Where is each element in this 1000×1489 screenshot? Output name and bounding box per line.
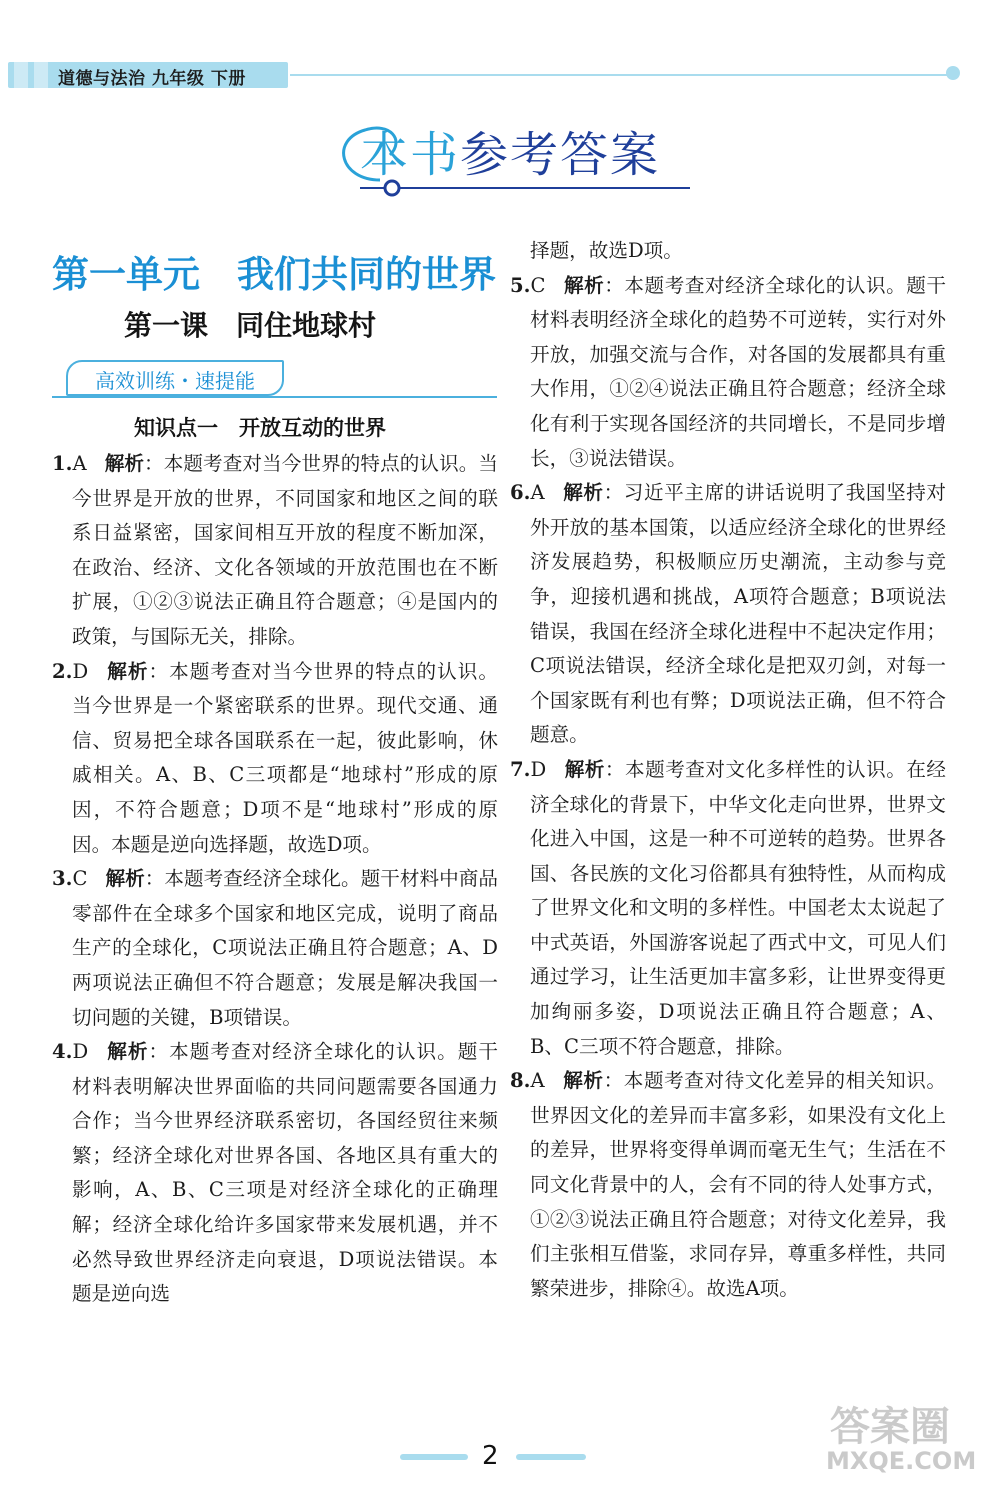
answer-number: 1. <box>52 452 73 475</box>
header-stripe <box>14 62 28 88</box>
watermark-logo: 答案圈 <box>830 1404 950 1450</box>
analysis-label: 解析 <box>106 1040 149 1064</box>
watermark <box>820 1395 990 1485</box>
page-title-rest: 参考答案 <box>460 127 661 183</box>
analysis-text: 本题考查对经济全球化的认识。题干材料表明经济全球化的趋势不可逆转，实行对外开放，加强交流与合作，对各国的发展都具有重大作用，①②④说法正确且符合题意；经济全球化有利于实现各国经济的共同增长，不是同步增长，③说法错误。 <box>530 273 947 470</box>
answer-item: 5.C 解析：本题考查对经济全球化的认识。题干材料表明经济全球化的趋势不可逆转，实行对外开放，加强交流与合作，对各国的发展都具有重大作用，①②④说法正确且符合题意；经济全球化有利于实现各国经济的共同增长，不是同步增长，③说法错误。 <box>510 273 947 470</box>
section-tag-label: 高效训练・速提能 <box>95 369 255 393</box>
answer-number: 7. <box>510 757 531 781</box>
answer-choice: A <box>72 452 87 475</box>
analysis-text: 本题考查经济全球化。题干材料中商品零部件在全球多个国家和地区完成，说明了商品生产的全球化，C项说法正确且符合题意；A、D两项说法正确但不符合题意；发展是解决我国一切问题的关键，B项错误。 <box>72 867 499 1029</box>
page-title-block <box>320 110 700 210</box>
answer-item: 4.D 解析：本题考查对经济全球化的认识。题干材料表明解决世界面临的共同问题需要各国通力合作；当今世界经济联系密切，各国经贸往来频繁；经济全球化对世界各国、各地区具有重大的影响，A、B、C三项是对经济全球化的正确理解；经济全球化给许多国家带来发展机遇，并不必然导致世界经济走向衰退，D项说法错误。本题是逆向选 <box>52 1040 499 1306</box>
answer-choice: D <box>530 757 547 781</box>
analysis-text: 本题考查对文化多样性的认识。在经济全球化的背景下，中华文化走向世界，世界文化进入中国，这是一种不可逆转的趋势。世界各国、各民族的文化习俗都具有独特性，从而构成了世界文化和文明的多样性。中国老太太说起了中式英语，外国游客说起了西式中文，可见人们通过学习，让生活更加丰富多彩，让世界变得更加绚丽多姿，D项说法正确且符合题意；A、B、C三项不符合题意，排除。 <box>530 757 947 1058</box>
answer-number: 4. <box>52 1040 73 1064</box>
analysis-text: 习近平主席的讲话说明了我国坚持对外开放的基本国策，以适应经济全球化的世界经济发展趋势，积极顺应历史潮流，主动参与竞争，迎接机遇和挑战，A项符合题意；B项说法错误，我国在经济全球化进程中不起决定作用；C项说法错误，经济全球化是把双刃剑，对每一个国家既有利也有弊；D项说法正确，但不符合题意。 <box>530 481 947 747</box>
lesson-title: 第一课 同住地球村 <box>123 309 376 342</box>
analysis-text: 本题考查对当今世界的特点的认识。当今世界是开放的世界，不同国家和地区之间的联系日益紧密，国家间相互开放的程度不断加深，在政治、经济、文化各领域的开放范围也在不断扩展，①②③说法正确且符合题意；④是国内的政策，与国际无关，排除。 <box>72 452 499 648</box>
answer-number: 8. <box>510 1069 531 1093</box>
analysis-label: 解析 <box>106 659 149 683</box>
section-tag <box>66 360 284 396</box>
analysis-label: 解析 <box>564 757 605 781</box>
answer-number: 2. <box>52 659 73 683</box>
answer-choice: C <box>72 867 88 891</box>
footer-decoration <box>400 1454 468 1460</box>
footer-decoration <box>516 1454 586 1460</box>
page-title <box>360 116 660 185</box>
book-title: 道德与法治 九年级 下册 <box>58 69 246 89</box>
analysis-text: 本题考查对当今世界的特点的认识。当今世界是一个紧密联系的世界。现代交通、通信、贸易把全球各国联系在一起，彼此影响，休戚相关。A、B、C三项都是“地球村”形成的原因，不符合题意；D项不是“地球村”形成的原因。本题是逆向选择题，故选D项。 <box>72 659 499 856</box>
answer-number: 5. <box>510 273 531 297</box>
answer-choice: A <box>530 1069 545 1093</box>
watermark-url: MXQE.COM <box>826 1447 977 1475</box>
answer-item: 8.A 解析：本题考查对待文化差异的相关知识。世界因文化的差异而丰富多彩，如果没有文化上的差异，世界将变得单调而毫无生气；生活在不同文化背景中的人，会有不同的待人处事方式，①②③说法正确且符合题意；对待文化差异，我们主张相互借鉴，求同存异，尊重多样性，共同繁荣进步，排除④。故选A项。 <box>510 1069 947 1300</box>
analysis-label: 解析 <box>104 452 145 475</box>
answer-item: 6.A 解析：习近平主席的讲话说明了我国坚持对外开放的基本国策，以适应经济全球化的世界经济发展趋势，积极顺应历史潮流，主动参与竞争，迎接机遇和挑战，A项符合题意；B项说法错误，我国在经济全球化进程中不起决定作用；C项说法错误，经济全球化是把双刃剑，对每一个国家既有利也有弊；D项说法正确，但不符合题意。 <box>510 481 947 747</box>
answer-choice: D <box>72 1040 89 1064</box>
page-number: 2 <box>482 1441 499 1471</box>
page-title-lead: 本书 <box>360 127 461 183</box>
analysis-text: 本题考查对经济全球化的认识。题干材料表明解决世界面临的共同问题需要各国通力合作；当今世界经济联系密切，各国经贸往来频繁；经济全球化对世界各国、各地区具有重大的影响，A、B、C三项是对经济全球化的正确理解；经济全球化给许多国家带来发展机遇，并不必然导致世界经济走向衰退，D项说法错误。本题是逆向选 <box>72 1040 499 1306</box>
analysis-text: 本题考查对待文化差异的相关知识。世界因文化的差异而丰富多彩，如果没有文化上的差异，世界将变得单调而毫无生气；生活在不同文化背景中的人，会有不同的待人处事方式，①②③说法正确且符合题意；对待文化差异，我们主张相互借鉴，求同存异，尊重多样性，共同繁荣进步，排除④。故选A项。 <box>530 1069 947 1300</box>
analysis-label: 解析 <box>562 481 604 505</box>
answer-item: 2.D 解析：本题考查对当今世界的特点的认识。当今世界是一个紧密联系的世界。现代交通、通信、贸易把全球各国联系在一起，彼此影响，休戚相关。A、B、C三项都是“地球村”形成的原因，不符合题意；D项不是“地球村”形成的原因。本题是逆向选择题，故选D项。 <box>52 659 499 856</box>
answer-choice: D <box>72 659 89 683</box>
analysis-label: 解析 <box>563 273 605 297</box>
header-stripe <box>34 62 48 88</box>
section-rule <box>52 396 497 398</box>
unit-title: 第一单元 我们共同的世界 <box>52 253 496 296</box>
answer-number: 6. <box>510 481 531 505</box>
analysis-label: 解析 <box>562 1069 604 1093</box>
left-column <box>52 447 498 1312</box>
knowledge-point-title: 知识点一 开放互动的世界 <box>134 416 386 440</box>
answer-choice: C <box>530 273 546 297</box>
header-end-dot <box>946 66 960 80</box>
continuation-text: 择题，故选D项。 <box>530 239 683 262</box>
answer-item: 1.A 解析：本题考查对当今世界的特点的认识。当今世界是开放的世界，不同国家和地区之间的联系日益紧密，国家间相互开放的程度不断加深，在政治、经济、文化各领域的开放范围也在不断扩展，①②③说法正确且符合题意；④是国内的政策，与国际无关，排除。 <box>52 452 499 648</box>
analysis-label: 解析 <box>105 867 145 891</box>
right-column <box>510 234 946 1306</box>
answer-item: 3.C 解析：本题考查经济全球化。题干材料中商品零部件在全球多个国家和地区完成，说明了商品生产的全球化，C项说法正确且符合题意；A、D两项说法正确但不符合题意；发展是解决我国一切问题的关键，B项错误。 <box>52 867 499 1029</box>
answer-number: 3. <box>52 867 73 891</box>
answer-item: 7.D 解析：本题考查对文化多样性的认识。在经济全球化的背景下，中华文化走向世界，世界文化进入中国，这是一种不可逆转的趋势。世界各国、各民族的文化习俗都具有独特性，从而构成了世界文化和文明的多样性。中国老太太说起了中式英语，外国游客说起了西式中文，可见人们通过学习，让生活更加丰富多彩，让世界变得更加绚丽多姿，D项说法正确且符合题意；A、B、C三项不符合题意，排除。 <box>510 757 947 1058</box>
header-rule <box>290 74 952 76</box>
answer-choice: A <box>530 481 545 505</box>
